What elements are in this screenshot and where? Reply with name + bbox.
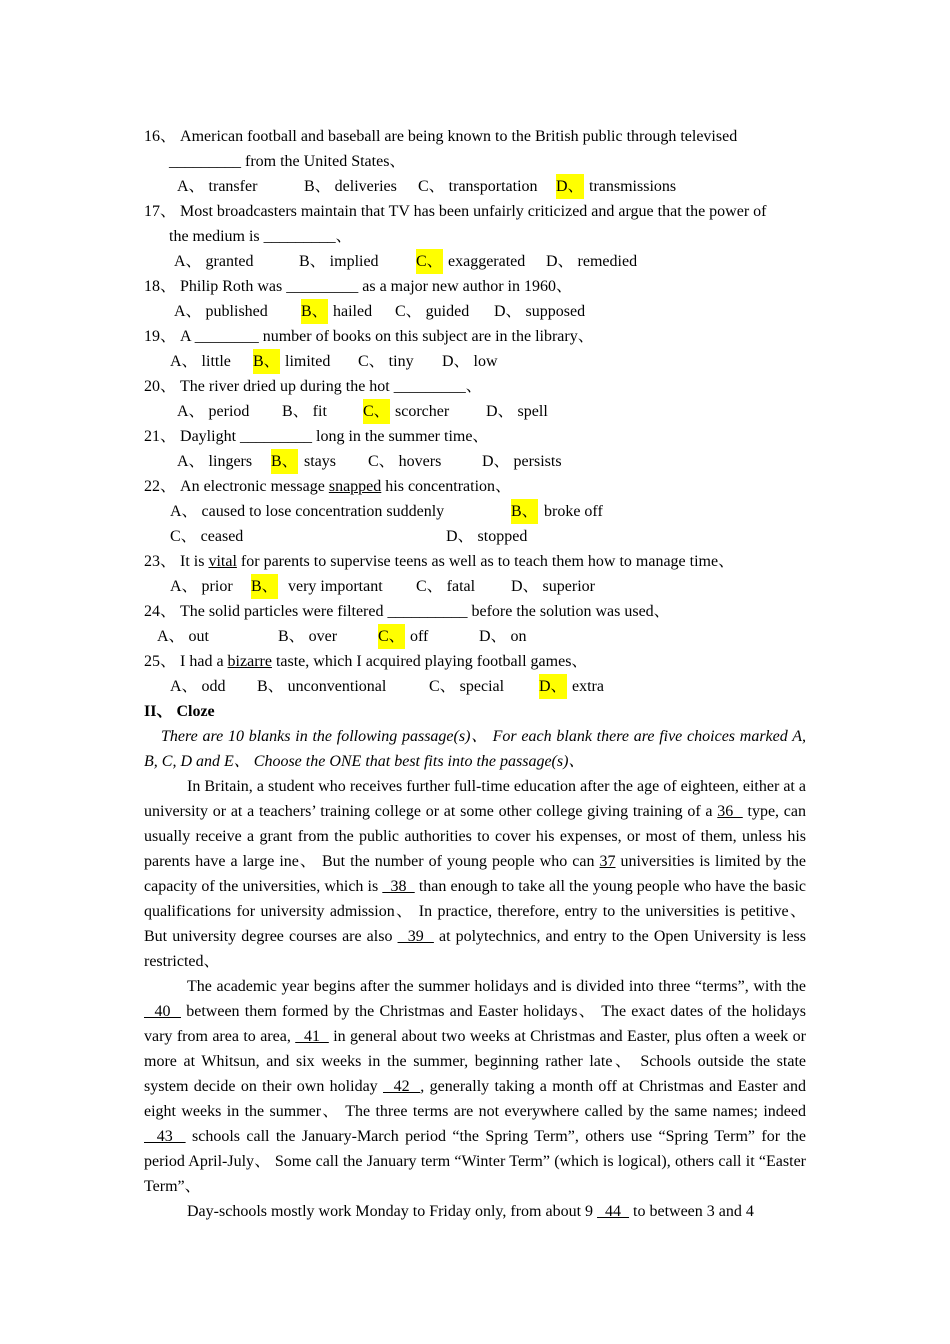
passage-text: between them formed by the Christmas and Easter holidays、 The exact dates of the holidays vary from area to area, [144,1003,807,1045]
cloze-paragraph-1 [144,774,806,974]
cloze-paragraph-3 [144,1199,806,1224]
passage-text: schools call the January-March period “the Spring Term”, others use “Spring Term” for the period April-July、 Some call the January term “Winter Term” (which is logical), others call it “Easter Term”、 [144,1128,806,1195]
question-text: It is [176,553,209,570]
option-d: D、 superior [511,578,595,595]
options-22-row1 [144,499,806,524]
document-body [144,124,806,1224]
question-text: The river dried up during the hot _________、 [176,378,482,395]
option-a: A、 prior [170,578,233,595]
question-19 [144,324,806,349]
blank-40: 40 [144,1003,181,1020]
blank-38: 38 [382,878,415,895]
question-number: 20、 [144,378,177,395]
option-a: A、 little [170,353,231,370]
underlined-word: bizarre [227,653,272,670]
option-d: D、 on [479,628,527,645]
option-c-label-highlight: C、 [378,624,405,649]
blank-37: 37 [599,853,616,870]
question-number: 23、 [144,553,177,570]
question-text: Daylight _________ long in the summer time、 [176,428,489,445]
options-24 [144,624,806,649]
blank-43: 43 [144,1128,186,1145]
question-text: A ________ number of books on this subject are in the library、 [176,328,594,345]
question-text: American football and baseball are being known to the British public through televised [176,128,738,145]
option-a: A、 caused to lose concentration suddenly [170,503,445,520]
question-16-cont: _________ from the United States、 [169,153,406,170]
option-d: transmissions [589,178,677,195]
passage-text: than enough to take all the young people who have the basic qualifications for university admission、 In practice, therefore, entry to the universities is petitive、 But university degree courses are also [144,878,807,945]
option-c: scorcher [395,403,450,420]
passage-text: universities is limited by the capacity of the universities, which is [144,853,806,895]
underlined-word: vital [208,553,237,570]
blank-44: 44 [597,1203,630,1220]
question-22 [144,474,806,499]
question-number: 16、 [144,128,177,145]
question-25 [144,649,806,674]
passage-text: type, can usually receive a grant from the public authorities to cover his expenses, or most of them, unless his parents have a large ine、 But the number of young people who can [144,803,807,870]
option-b: B、 over [278,628,338,645]
option-a: A、 period [177,403,250,420]
options-19 [144,349,806,374]
question-17 [144,199,806,224]
option-b: B、 deliveries [304,178,397,195]
option-a: A、 odd [170,678,226,695]
question-20 [144,374,806,399]
option-c: C、 transportation [418,178,538,195]
question-number: 25、 [144,653,177,670]
blank-41: 41 [295,1028,329,1045]
question-text: taste, which I acquired playing football games、 [271,653,588,670]
option-d: D、 supposed [494,303,586,320]
passage-text: at polytechnics, and entry to the Open University is less restricted、 [144,928,807,970]
option-a: A、 granted [174,253,254,270]
options-17 [144,249,806,274]
option-c: C、 special [429,678,505,695]
blank-39: 39 [397,928,434,945]
question-text: The solid particles were filtered __________ before the solution was used、 [176,603,670,620]
cloze-paragraph-2 [144,974,806,1199]
option-d-label-highlight: D、 [556,174,584,199]
question-number: 21、 [144,428,177,445]
question-16 [144,124,806,149]
option-a: A、 lingers [177,453,253,470]
option-a: A、 out [157,628,210,645]
passage-text: Day-schools mostly work Monday to Friday only, from about 9 [187,1203,598,1220]
option-c: exaggerated [448,253,526,270]
options-22-row2 [144,524,806,549]
option-b-label-highlight: B、 [253,349,280,374]
blank-36: 36 [717,803,743,820]
option-b: very important [288,578,383,595]
question-number: 22、 [144,478,177,495]
passage-text: , generally taking a month off at Christmas and Easter and eight weeks in the summer、 The three terms are not everywhere called by the same names; indeed [144,1078,807,1120]
option-b: B、 unconventional [257,678,387,695]
option-d: extra [572,678,604,695]
option-b: B、 fit [282,403,327,420]
question-number: 18、 [144,278,177,295]
section-heading-cloze: II、 Cloze [144,703,215,720]
option-c: C、 ceased [170,528,244,545]
passage-text: to between 3 and 4 [629,1203,754,1220]
question-text: his concentration、 [381,478,512,495]
option-b-label-highlight: B、 [271,449,298,474]
option-d: D、 remedied [546,253,638,270]
option-c: C、 tiny [358,353,414,370]
option-d-label-highlight: D、 [539,674,567,699]
passage-text: in general about two weeks at Christmas and Easter, plus often a week or more at Whitsun, and six weeks in the summer, beginning rather late、 Schools outside the state system decide on their own holiday [144,1028,807,1095]
option-c: off [410,628,429,645]
question-text: for parents to supervise teens as well as to teach them how to manage time、 [236,553,735,570]
question-number: 17、 [144,203,177,220]
option-c: C、 fatal [416,578,476,595]
option-d: D、 stopped [446,528,528,545]
question-text: Most broadcasters maintain that TV has been unfairly criticized and argue that the power of [176,203,767,220]
option-b-label-highlight: B、 [251,574,278,599]
blank-42: 42 [383,1078,421,1095]
option-c-label-highlight: C、 [363,399,390,424]
question-17-cont: the medium is _________、 [169,228,352,245]
question-18 [144,274,806,299]
cloze-instructions: There are 10 blanks in the following passage(s)、 For each blank there are five choices marked A, B, C, D and E、 Choose the ONE that best fits into the passage(s)、 [144,728,806,770]
options-23 [144,574,806,599]
options-18 [144,299,806,324]
option-b-label-highlight: B、 [511,499,538,524]
question-24 [144,599,806,624]
option-d: D、 spell [486,403,548,420]
option-b: limited [285,353,331,370]
question-23 [144,549,806,574]
options-25 [144,674,806,699]
option-b: stays [304,453,336,470]
option-b: hailed [333,303,373,320]
question-text: I had a [176,653,228,670]
option-d: D、 persists [482,453,562,470]
option-d: D、 low [442,353,498,370]
option-a: A、 published [174,303,268,320]
passage-text: The academic year begins after the summer holidays and is divided into three “terms”, with the [187,978,806,995]
option-c: C、 hovers [368,453,442,470]
question-text: An electronic message [176,478,329,495]
option-b: B、 implied [299,253,379,270]
question-number: 19、 [144,328,177,345]
question-text: Philip Roth was _________ as a major new author in 1960、 [176,278,572,295]
option-b-label-highlight: B、 [301,299,328,324]
option-c: C、 guided [395,303,470,320]
option-c-label-highlight: C、 [416,249,443,274]
options-21 [144,449,806,474]
passage-text: In Britain, a student who receives further full-time education after the age of eighteen, either at a university or at a teachers’ training college or at some other college giving training of a [144,778,806,820]
option-a: A、 transfer [177,178,258,195]
options-20 [144,399,806,424]
option-b: broke off [544,503,603,520]
question-number: 24、 [144,603,177,620]
question-21 [144,424,806,449]
underlined-word: snapped [328,478,382,495]
options-16 [144,174,806,199]
